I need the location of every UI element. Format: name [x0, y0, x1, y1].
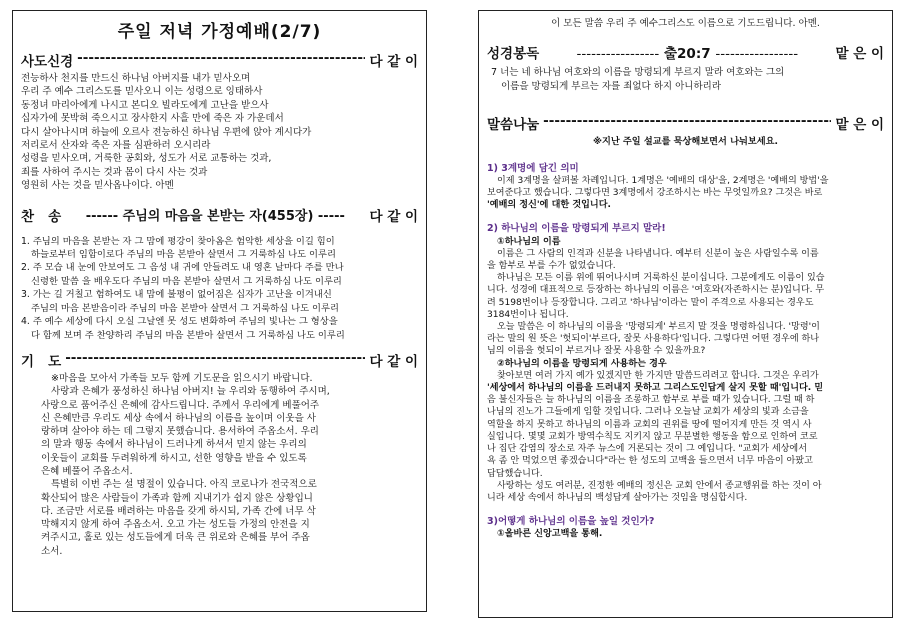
hymn-line: 하늘로부터 임함이로다 주님의 마음 본받아 살면서 그 거룩하심 나도 이루리 — [31, 249, 337, 261]
hymn-line: 3. 가는 길 거칠고 험하여도 내 맘에 불평이 없어짐은 십자가 고난을 이겨내신 — [21, 289, 332, 301]
prayer-line: 확산되어 많은 사람들이 가족과 함께 지내기가 쉽지 않은 상황입니 — [41, 492, 313, 504]
prayer-line: ※마음을 모아서 가족들 모두 함께 기도문을 읽으시기 바랍니다. — [51, 372, 313, 384]
creed-line: 죄를 사하여 주시는 것과 몸이 다시 사는 것과 — [21, 166, 208, 178]
sharing-line: 니라 세상 속에서 하나님의 백성답게 살아가는 것임을 명심합시다. — [487, 492, 748, 503]
section-3-title: 3)어떻게 하나님의 이름을 높일 것인가? — [487, 516, 655, 528]
prayer-line: 사랑과 은혜가 풍성하신 하나님 아버지! 늘 우리와 동행하여 주시며, — [51, 386, 330, 398]
creed-line: 성령을 믿사오며, 거룩한 공회와, 성도가 서로 교통하는 것과, — [21, 153, 272, 165]
creed-text — [21, 72, 418, 193]
right-page — [478, 10, 893, 618]
hymn-line: 주님의 마음 본받음이라 주님의 마음 본받아 살면서 그 거룩하심 나도 이루리 — [31, 302, 339, 314]
sharing-line: 을 함부로 부를 수가 없었습니다. — [487, 261, 616, 272]
reading-text — [491, 66, 884, 93]
hymn-heading — [21, 205, 418, 225]
hymn-heading-label: 찬 송 — [21, 208, 62, 225]
prayer-line: 랑하며 살아야 하는 데 그렇지 못했습니다. 용서하여 주옵소서. 우리 — [41, 426, 319, 438]
prayer-line: 사랑으로 품어주신 은혜에 감사드립니다. 주께서 우리에게 베풀어주 — [41, 399, 320, 411]
creed-line: 저리로서 산자와 죽은 자를 심판하러 오시리라 — [21, 140, 211, 152]
hymn-line: 다 함께 보며 주 찬양하리 주님의 마음 본받아 살면서 그 거룩하심 나도 이루리 — [31, 329, 345, 341]
creed-heading-label: 사도신경 — [21, 54, 74, 70]
sharing-line: 사랑하는 성도 여러분, 진정한 예배의 정신은 교회 안에서 종교행위를 하는 것이 아 — [497, 480, 822, 491]
section-2-sub-1: ①하나님의 이름 — [497, 236, 561, 247]
reading-ref-wrap — [543, 42, 831, 62]
sharing-line: '예배의 정신'에 대한 것입니다. — [487, 200, 611, 211]
section-1-title: 1) 3계명에 담긴 의미 — [487, 162, 579, 174]
prayer-line: 이웃들이 교회를 두려워하게 하시고, 선한 영향을 받을 수 있도록 — [41, 452, 307, 464]
divider — [543, 113, 831, 133]
sharing-line: 이제 3계명을 살펴볼 차례입니다. 1계명은 '예배의 대상'을, 2계명은 '예배의 방법'을 — [497, 175, 829, 186]
section-2-title: 2) 하나님의 이름을 망령되게 부르지 말라! — [487, 223, 666, 235]
sharing-line: 찾아보면 여러 가지 예가 있겠지만 한 가지만 말씀드리려고 합니다. 그것은 우리가 — [497, 370, 819, 381]
prayer-heading-label: 기 도 — [21, 353, 62, 370]
reading-heading — [487, 42, 884, 62]
creed-role: 다 같 이 — [369, 54, 418, 70]
closing-line: 이 모든 말씀 우리 주 예수그리스도 이름으로 기도드립니다. 아멘. — [551, 18, 820, 29]
sharing-line: 오늘 말씀은 이 하나님의 이름을 '망령되게' 부르지 말 것을 명령하십니다. '망령'이 — [497, 322, 820, 333]
prayer-text — [41, 372, 398, 558]
sharing-line: 3184번이나 됩니다. — [487, 309, 569, 320]
sharing-line: 보여준다고 했습니다. 그렇다면 3계명에서 강조하시는 바는 무엇일까요? 그것은 바로 — [487, 188, 823, 199]
sharing-line: 나님의 진노가 그들에게 임할 것입니다. 그러나 오늘날 교회가 세상의 빛과 소금을 — [487, 407, 809, 418]
prayer-line: 막해지지 않게 하여 주옵소서. 오고 가는 성도들 가정의 안전을 지 — [41, 519, 310, 531]
hymn-role: 다 같 이 — [369, 208, 418, 225]
prayer-line: 다. 조금만 서로를 배려하는 마음을 갖게 하시되, 가족 간에 너무 삭 — [41, 505, 316, 517]
sharing-line: 실입니다. 몇몇 교회가 방역수칙도 지키지 않고 무분별한 행동을 함으로 인하여 코로 — [487, 431, 818, 442]
divider — [65, 350, 365, 370]
hymn-text — [21, 235, 418, 342]
prayer-line: 은혜 베풀어 주옵소서. — [41, 465, 133, 477]
hymn-line: 4. 주 예수 세상에 다시 오실 그날엔 못 성도 변화하여 주님의 빛나는 그 형상을 — [21, 316, 338, 328]
sharing-line: 이름은 그 사람의 인격과 신분을 나타냅니다. 예부터 신분이 높은 사람일수록 이름 — [497, 248, 819, 259]
prayer-line: 특별히 이번 주는 설 명절이 있습니다. 아직 코로나가 전국적으로 — [51, 479, 317, 491]
sharing-line: 음 불신자들은 늘 하나님의 이름을 조롱하고 함부로 부를 때가 있습니다. 그럴 때 하 — [487, 395, 815, 406]
divider: ----------------- — [576, 46, 660, 63]
reading-role: 맡 은 이 — [835, 46, 884, 63]
sharing-line: 니다. 성경에 대표적으로 등장하는 하나님의 이름은 '여호와(자존하시는 분)입니다. 무 — [487, 285, 825, 296]
reading-ref: 출20:7 — [664, 46, 711, 63]
sharing-line: 라는 말의 원 뜻은 '헛되이'부르다, 잘못 사용하다'입니다. 그렇다면 어떤 경우에 하나 — [487, 334, 820, 345]
creed-line: 우리 주 예수 그리스도를 믿사오니 이는 성령으로 잉태하사 — [21, 86, 263, 98]
sharing-role: 맡 은 이 — [835, 117, 884, 134]
prayer-line: 켜주시고, 홀로 있는 성도들에게 더욱 큰 위로와 은혜를 부어 주옵 — [41, 532, 310, 544]
creed-line: 전능하사 천지를 만드신 하나님 아버지를 내가 믿사오며 — [21, 73, 251, 84]
prayer-line: 신 은혜만큼 우리도 세상 속에서 하나님의 이름을 높이며 이웃을 사 — [41, 412, 316, 424]
creed-line: 십자가에 못박혀 죽으시고 장사한지 사흘 만에 죽은 자 가운데서 — [21, 113, 284, 125]
sharing-line: 려 5198번이나 등장합니다. 그리고 '하나님'이라는 말이 주격으로 사용되는 경우도 — [487, 297, 814, 308]
sharing-line: 하나님은 모든 이름 위에 뛰어나시며 거룩하신 분이십니다. 그분에게도 이름이 있습 — [497, 273, 825, 284]
sharing-line: 님의 이름을 헛되이 부르거나 잘못 사용할 수 있을까요? — [487, 346, 706, 357]
sharing-line: 나 집단 감염의 장소로 자주 뉴스에 거론되는 것이 그 예입니다. "교회가 세상에서 — [487, 444, 807, 455]
sharing-heading-label: 말씀나눔 — [487, 117, 540, 134]
prayer-line: 의 말과 행동 속에서 하나님이 드러나게 하셔서 믿지 않는 우리의 — [41, 439, 307, 451]
section-3-sub-1: ①올바른 신앙고백을 통해. — [497, 529, 603, 540]
left-page — [12, 10, 427, 612]
sharing-note: ※지난 주일 설교를 묵상해보면서 나눠보세요. — [593, 136, 778, 148]
section-2-sub-2: ②하나님의 이름을 망령되게 사용하는 경우 — [497, 358, 667, 369]
page-title: 주일 저녁 가정예배(2/7) — [117, 22, 322, 42]
reading-line: 이름을 망령되게 부르는 자를 죄없다 하지 아니하리라 — [501, 80, 722, 92]
creed-line: 동정녀 마리아에게 나시고 본디오 빌라도에게 고난을 받으사 — [21, 99, 269, 111]
sharing-line: 욕 좀 안 먹었으면 좋겠습니다"라는 한 성도의 고백을 들으면서 너무 마음이 아팠고 — [487, 456, 813, 467]
hymn-line: 2. 주 모습 내 눈에 안보여도 그 음성 내 귀에 안들려도 내 영혼 날마다 주를 만나 — [21, 262, 344, 274]
hymn-line: 신령한 말씀 을 배우도다 주님의 마음 본받아 살면서 그 거룩하심 나도 이루리 — [31, 275, 342, 287]
hymn-title: ------ 주님의 마음을 본받는 자(455장) ----- — [85, 208, 345, 224]
divider — [77, 50, 365, 70]
hymn-line: 1. 주님의 마음을 본받는 자 그 맘에 평강이 찾아옴은 험악한 세상을 이길 힘이 — [21, 235, 335, 247]
reading-heading-label: 성경봉독 — [487, 46, 540, 63]
divider: ----------------- — [715, 46, 799, 63]
creed-line: 다시 살아나시며 하늘에 오르사 전능하신 하나님 우편에 앉아 계시다가 — [21, 126, 312, 138]
reading-line: 7 너는 네 하나님 여호와의 이름을 망령되게 부르지 말라 여호와는 그의 — [491, 67, 785, 79]
creed-line: 영원히 사는 것을 믿사옵나이다. 아멘 — [21, 180, 174, 192]
prayer-heading — [21, 350, 418, 370]
creed-heading — [21, 50, 418, 70]
prayer-line: 소서. — [41, 545, 63, 557]
sharing-content — [487, 163, 884, 541]
sharing-line: 답답했습니다. — [487, 468, 543, 479]
sharing-line: '세상에서 하나님의 이름을 드러내지 못하고 그리스도인답게 살지 못할 때'입니다. 믿 — [487, 383, 824, 394]
prayer-role: 다 같 이 — [369, 353, 418, 370]
sharing-line: 역할을 하지 못하고 하나님의 이름과 교회의 권위를 땅에 떨어지게 만든 것 역시 사 — [487, 419, 812, 430]
sharing-heading — [487, 113, 884, 133]
